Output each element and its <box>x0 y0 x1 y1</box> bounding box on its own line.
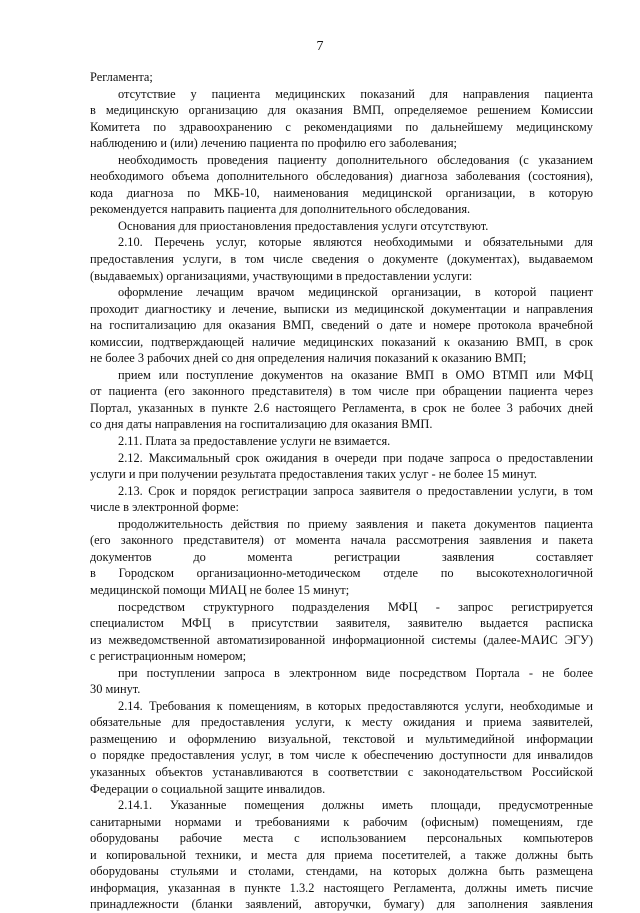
text-line: Портал, указанных в пункте 2.6 настоящего Регламента, в срок не более 3 рабочих дней <box>90 400 593 415</box>
text-line: из межведомственной автоматизированной информационной системы (далее-МАИС ЭГУ) <box>90 632 593 647</box>
text-line: наблюдению и (или) лечению пациента по профилю его заболевания; <box>90 136 457 151</box>
text-line: необходимого объема дополнительного обследования) диагноза заболевания (состояния), <box>90 169 593 184</box>
text-line: (его законного представителя) от момента начала рассмотрения заявления и пакета <box>90 533 593 548</box>
text-line: 2.14. Требования к помещениям, в которых предоставляются услуги, необходимые и <box>118 698 593 713</box>
text-line: услуги и при получении результата предоставления таких услуг - не более 15 минут. <box>90 467 537 482</box>
text-line: 2.10. Перечень услуг, которые являются необходимыми и обязательными для <box>118 235 593 250</box>
text-line: в Городском организационно-методическом отделе по высокотехнологичной <box>90 566 593 581</box>
text-line: оборудованы рабочие места с использованием персональных компьютеров <box>90 831 593 846</box>
text-line: оформление лечащим врачом медицинской организации, в которой пациент <box>118 285 593 300</box>
text-line: медицинской помощи МИАЦ не более 15 минут; <box>90 582 350 597</box>
text-line: при поступлении запроса в электронном виде посредством Портала - не более <box>118 665 593 680</box>
text-line: на госпитализацию для оказания ВМП, сведений о дате и номере протокола врачебной <box>90 318 593 333</box>
text-line: числе в электронной форме: <box>90 500 239 515</box>
text-line: специалистом МФЦ в присутствии заявителя, заявителю выдается расписка <box>90 616 593 631</box>
text-line: предоставления услуги, в том числе сведения о документе (документах), выдаваемом <box>90 252 593 267</box>
text-line: 2.12. Максимальный срок ожидания в очереди при подаче запроса о предоставлении <box>118 450 593 465</box>
text-line: Комитета по здравоохранению с рекомендациями по дальнейшему медицинскому <box>90 119 593 134</box>
text-line: о порядке предоставления услуг, в том числе к обеспечению доступности для инвалидов <box>90 748 593 763</box>
text-line: Регламента; <box>90 70 153 84</box>
text-line: указанных объектов устанавливаются в соответствии с законодательством Российской <box>90 764 593 779</box>
text-line: информация, указанная в пункте 1.3.2 настоящего Регламента, должны иметь писчие <box>90 880 593 895</box>
text-line: Основания для приостановления предоставления услуги отсутствуют. <box>118 218 489 233</box>
text-line: со дня даты направления на госпитализацию для оказания ВМП. <box>90 417 433 432</box>
text-line: не более 3 рабочих дней со дня определения наличия показаний к оказанию ВМП; <box>90 351 527 366</box>
text-line: 30 минут. <box>90 682 141 697</box>
text-line: продолжительность действия по приему заявления и пакета документов пациента <box>118 516 593 531</box>
text-line: рекомендуется направить пациента для дополнительного обследования. <box>90 202 471 217</box>
text-line: в медицинскую организацию для оказания ВМП, определяемое решением Комиссии <box>90 103 593 118</box>
text-line: (выдаваемых) организациями, участвующими в предоставлении услуги: <box>90 268 473 283</box>
text-line: санитарными нормами и требованиями к рабочим (офисным) помещениям, где <box>90 814 593 829</box>
text-line: кода диагноза по МКБ-10, наименования медицинской организации, в которую <box>90 185 593 200</box>
text-line: Федерации о социальной защите инвалидов. <box>90 781 326 796</box>
document-body <box>90 69 593 913</box>
text-line: размещению и оформлению визуальной, текстовой и мультимедийной информации <box>90 731 593 746</box>
text-line: отсутствие у пациента медицинских показаний для направления пациента <box>118 86 593 101</box>
text-line: 2.11. Плата за предоставление услуги не взимается. <box>118 434 391 449</box>
text-line: и копировальной техники, и места для приема посетителей, а также должны быть <box>90 847 593 862</box>
text-line: необходимость проведения пациенту дополнительного обследования (с указанием <box>118 152 593 167</box>
text-line: проходит диагностику и лечение, выписки из медицинской документации и направления <box>90 301 593 316</box>
text-line: обязательные для предоставления услуги, к месту ожидания и приема заявителей, <box>90 715 593 730</box>
text-line: принадлежности (бланки заявлений, авторучки, бумагу) для заполнения заявления <box>90 897 593 912</box>
text-line: посредством структурного подразделения МФЦ - запрос регистрируется <box>118 599 593 614</box>
text-line: документов до момента регистрации заявления составляет <box>90 549 593 564</box>
text-line: 2.14.1. Указанные помещения должны иметь площади, предусмотренные <box>118 798 593 813</box>
text-line: с регистрационным номером; <box>90 649 247 664</box>
text-line: прием или поступление документов на оказание ВМП в ОМО ВТМП или МФЦ <box>118 367 593 382</box>
text-line: 2.13. Срок и порядок регистрации запроса заявителя о предоставлении услуги, в том <box>118 483 593 498</box>
page-number: 7 <box>316 39 324 54</box>
text-line: комиссии, подтверждающей наличие медицинских показаний к оказанию ВМП, в срок <box>90 334 593 349</box>
text-line: от пациента (его законного представителя) в том числе при обращении пациента через <box>90 384 593 399</box>
text-line: оборудованы стульями и столами, стендами, на которых должна быть размещена <box>90 864 593 879</box>
